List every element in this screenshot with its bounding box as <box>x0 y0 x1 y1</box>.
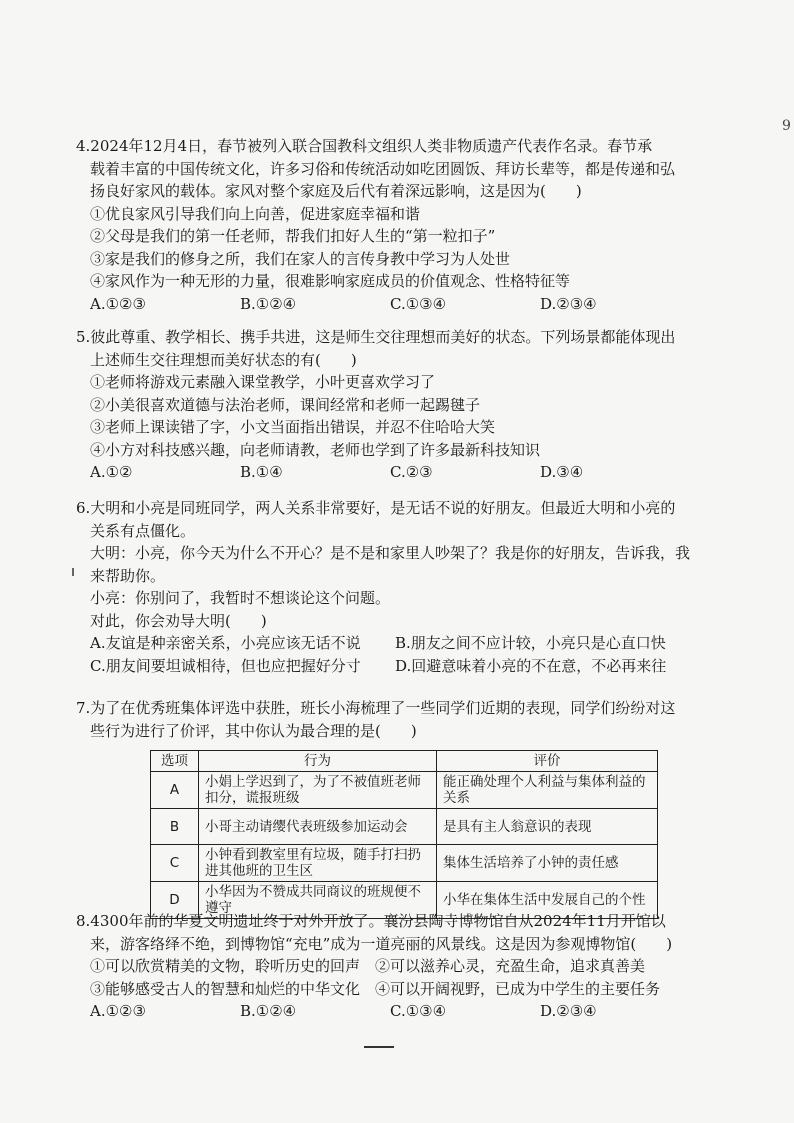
question-line: 上述师生交往理想而美好状态的有( ) <box>90 350 357 369</box>
statement-2: ②小美很喜欢道德与法治老师，课间经常和老师一起踢毽子 <box>90 395 481 414</box>
question-line: 4.2024年12月4日，春节被列入联合国教科文组织人类非物质遗产代表作名录。春节承 <box>76 137 653 155</box>
statement-1: ①优良家风引导我们向上向善，促进家庭幸福和谐 <box>90 204 421 223</box>
row-behavior: 小钟看到教室里有垃圾，随手打扫扔进其他班的卫生区 <box>199 845 437 882</box>
page-corner-mark: 9 <box>782 118 791 134</box>
row-behavior: 小娟上学迟到了，为了不被值班老师扣分，谎报班级 <box>199 772 437 809</box>
question-line: 关系有点僵化。 <box>90 521 196 540</box>
answer-options <box>90 1000 700 1023</box>
row-behavior: 小哥主动请缨代表班级参加运动会 <box>199 809 437 845</box>
dialogue-xiaoliang: 小亮：你别问了，我暂时不想谈论这个问题。 <box>90 589 391 607</box>
answer-options <box>90 461 700 484</box>
option-d[interactable]: D.回避意味着小亮的不在意，不必再来往 <box>395 656 667 675</box>
statement-2: ②父母是我们的第一任老师，帮我们扣好人生的“第一粒扣子” <box>90 227 496 245</box>
table-header-row <box>151 751 658 772</box>
header-option: 选项 <box>151 751 199 772</box>
row-option: A <box>151 772 199 809</box>
row-evaluation: 能正确处理个人利益与集体利益的关系 <box>437 772 658 809</box>
option-a[interactable]: A.①② <box>90 463 133 481</box>
option-b[interactable]: B.朋友之间不应计较，小亮只是心直口快 <box>395 634 666 652</box>
question-6 <box>76 497 700 677</box>
row-behavior: 小华因为不赞成共同商议的班规便不遵守 <box>199 882 437 919</box>
option-b[interactable]: B.①②④ <box>240 294 297 313</box>
answer-options-row-2 <box>90 655 700 678</box>
dialogue-daming: 大明：小亮，你今天为什么不开心？是不是和家里人吵架了？我是你的好朋友，告诉我，我 <box>90 544 691 562</box>
question-5 <box>76 326 700 484</box>
statement-1: ①老师将游戏元素融入课堂教学，小叶更喜欢学习了 <box>90 373 436 391</box>
header-evaluation: 评价 <box>437 751 658 772</box>
statement-3: ③老师上课读错了字，小文当面指出错误，并忍不住哈哈大笑 <box>90 418 496 436</box>
option-a[interactable]: A.友谊是种亲密关系，小亮应该无话不说 <box>90 634 361 652</box>
table-row <box>151 772 658 809</box>
statement-3: ③家是我们的修身之所，我们在家人的言传身教中学习为人处世 <box>90 249 511 268</box>
statements-1-2: ①可以欣赏精美的文物，聆听历史的回声 ②可以滋养心灵，充盈生命，追求真善美 <box>90 957 646 975</box>
dialogue-daming-cont: 来帮助你。 <box>90 566 166 585</box>
answer-options <box>90 293 700 316</box>
row-option: B <box>151 809 199 845</box>
row-option: C <box>151 845 199 882</box>
option-a[interactable]: A.①②③ <box>90 1002 146 1020</box>
option-c[interactable]: C.朋友间要坦诚相待，但也应把握好分寸 <box>90 656 361 675</box>
question-line: 扬良好家风的载体。家风对整个家庭及后代有着深远影响，这是因为( ) <box>90 182 582 200</box>
statement-4: ④家风作为一种无形的力量，很难影响家庭成员的价值观念、性格特征等 <box>90 272 571 290</box>
question-line: 6.大明和小亮是同班同学，两人关系非常要好，是无话不说的好朋友。但最近大明和小亮的 <box>76 499 676 517</box>
option-d[interactable]: D.③④ <box>540 463 584 481</box>
scan-mark <box>72 568 74 576</box>
question-7 <box>76 697 700 742</box>
option-c[interactable]: C.①③④ <box>390 294 447 313</box>
table-row <box>151 809 658 845</box>
row-evaluation: 集体生活培养了小钟的责任感 <box>437 845 658 882</box>
statements-3-4: ③能够感受古人的智慧和灿烂的中华文化 ④可以开阔视野，已成为中学生的主要任务 <box>90 979 661 998</box>
header-behavior: 行为 <box>199 751 437 772</box>
question-8 <box>76 910 700 1023</box>
row-evaluation: 小华在集体生活中发展自己的个性 <box>437 882 658 919</box>
option-d[interactable]: D.②③④ <box>540 1002 597 1020</box>
option-c[interactable]: C.①③④ <box>390 1002 447 1020</box>
option-a[interactable]: A.①②③ <box>90 294 146 313</box>
table-row <box>151 845 658 882</box>
question-line: 载着丰富的中国传统文化，许多习俗和传统活动如吃团圆饭、拜访长辈等，都是传递和弘 <box>90 159 676 178</box>
option-b[interactable]: B.①②④ <box>240 1002 297 1020</box>
question-4 <box>76 135 700 315</box>
option-c[interactable]: C.②③ <box>390 463 433 481</box>
question-line: 7.为了在优秀班集体评选中获胜，班长小海梳理了一些同学们近期的表现，同学们纷纷对这 <box>76 699 676 717</box>
evaluation-table <box>150 750 658 919</box>
footer-divider <box>364 1046 394 1048</box>
row-option: D <box>151 882 199 919</box>
option-b[interactable]: B.①④ <box>240 463 283 481</box>
statement-4: ④小方对科技感兴趣，向老师请教，老师也学到了许多最新科技知识 <box>90 440 541 459</box>
question-line: 来，游客络绎不绝，到博物馆“充电”成为一道亮丽的风景线。这是因为参观博物馆( ) <box>90 934 673 953</box>
question-prompt: 对此，你会劝导大明( ) <box>90 611 267 630</box>
row-evaluation: 是具有主人翁意识的表现 <box>437 809 658 845</box>
question-line: 些行为进行了价评，其中你认为最合理的是( ) <box>90 721 417 740</box>
question-line: 8.4300年前的华夏文明遗址终于对外开放了。襄汾县陶寺博物馆自从2024年11月开馆以 <box>76 912 666 930</box>
option-d[interactable]: D.②③④ <box>540 294 597 313</box>
question-line: 5.彼此尊重、教学相长、携手共进，这是师生交往理想而美好的状态。下列场景都能体现出 <box>76 328 676 346</box>
answer-options-row-1 <box>90 632 700 655</box>
